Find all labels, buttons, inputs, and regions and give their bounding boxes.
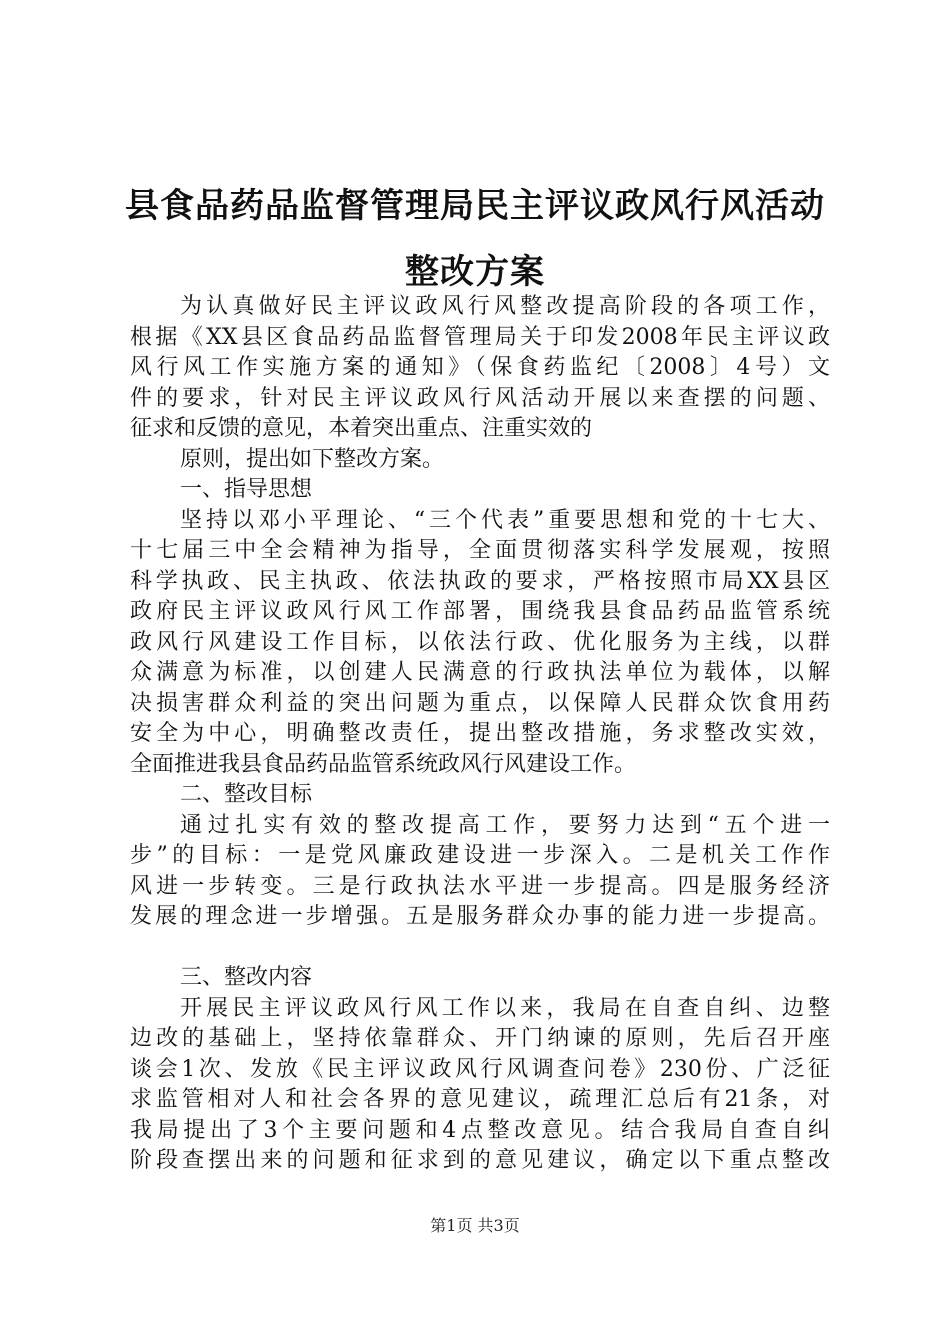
body-line: 全面推进我县食品药品监管系统政风行风建设工作。: [130, 751, 637, 777]
section-heading: 二、整改目标: [180, 782, 313, 807]
body-line: 原则，提出如下整改方案。: [180, 446, 445, 472]
body-line: 通过扎实有效的整改提高工作，要努力达到“五个进一: [180, 812, 830, 838]
body-line: 求监管相对人和社会各界的意见建议，疏理汇总后有21条，对: [130, 1087, 830, 1112]
section-heading: 一、指导思想: [180, 477, 313, 502]
body-line: 风进一步转变。三是行政执法水平进一步提高。四是服务经济: [130, 873, 830, 899]
body-line: 科学执政、民主执政、依法执政的要求，严格按照市局XX县区: [130, 568, 830, 594]
document-body: [130, 292, 830, 1177]
body-line: 十七届三中全会精神为指导，全面贯彻落实科学发展观，按照: [130, 538, 830, 563]
body-line: 政风行风建设工作目标，以依法行政、优化服务为主线，以群: [130, 629, 830, 655]
body-line: 谈会1次、发放《民主评议政风行风调查问卷》230份、广泛征: [130, 1056, 830, 1082]
body-line: 为认真做好民主评议政风行风整改提高阶段的各项工作，: [180, 294, 830, 319]
body-line: 边改的基础上，坚持依靠群众、开门纳谏的原则，先后召开座: [130, 1026, 830, 1051]
body-line: 征求和反馈的意见，本着突出重点、注重实效的: [130, 416, 593, 441]
body-line: 阶段查摆出来的问题和征求到的意见建议，确定以下重点整改: [130, 1148, 830, 1173]
body-line: 众满意为标准，以创建人民满意的行政执法单位为载体，以解: [130, 660, 830, 685]
body-line: 决损害群众利益的突出问题为重点，以保障人民群众饮食用药: [130, 690, 830, 716]
body-line: 件的要求，针对民主评议政风行风活动开展以来查摆的问题、: [130, 385, 830, 411]
body-line: 我局提出了3个主要问题和4点整改意见。结合我局自查自纠: [130, 1117, 830, 1143]
body-line: 坚持以邓小平理论、“三个代表”重要思想和党的十七大、: [180, 507, 830, 533]
body-line: 风行风工作实施方案的通知》（保食药监纪〔2008〕4号）文: [130, 355, 830, 380]
body-line: 发展的理念进一步增强。五是服务群众办事的能力进一步提高。: [130, 904, 830, 929]
body-line: 步”的目标：一是党风廉政建设进一步深入。二是机关工作作: [130, 843, 830, 868]
body-line: 安全为中心，明确整改责任，提出整改措施，务求整改实效，: [130, 721, 830, 746]
body-line: 开展民主评议政风行风工作以来，我局在自查自纠、边整: [180, 995, 830, 1021]
page-number-footer: 第1页 共3页: [430, 1216, 520, 1235]
paragraph-spacer: [130, 933, 830, 964]
section-heading: 三、整改内容: [180, 965, 313, 990]
body-line: 根据《XX县区食品药品监督管理局关于印发2008年民主评议政: [130, 324, 830, 350]
document-title-line2: 整改方案: [405, 252, 545, 292]
body-line: 政府民主评议政风行风工作部署，围绕我县食品药品监管系统: [130, 599, 830, 624]
document-title-line1: 县食品药品监督管理局民主评议政风行风活动: [125, 186, 825, 226]
